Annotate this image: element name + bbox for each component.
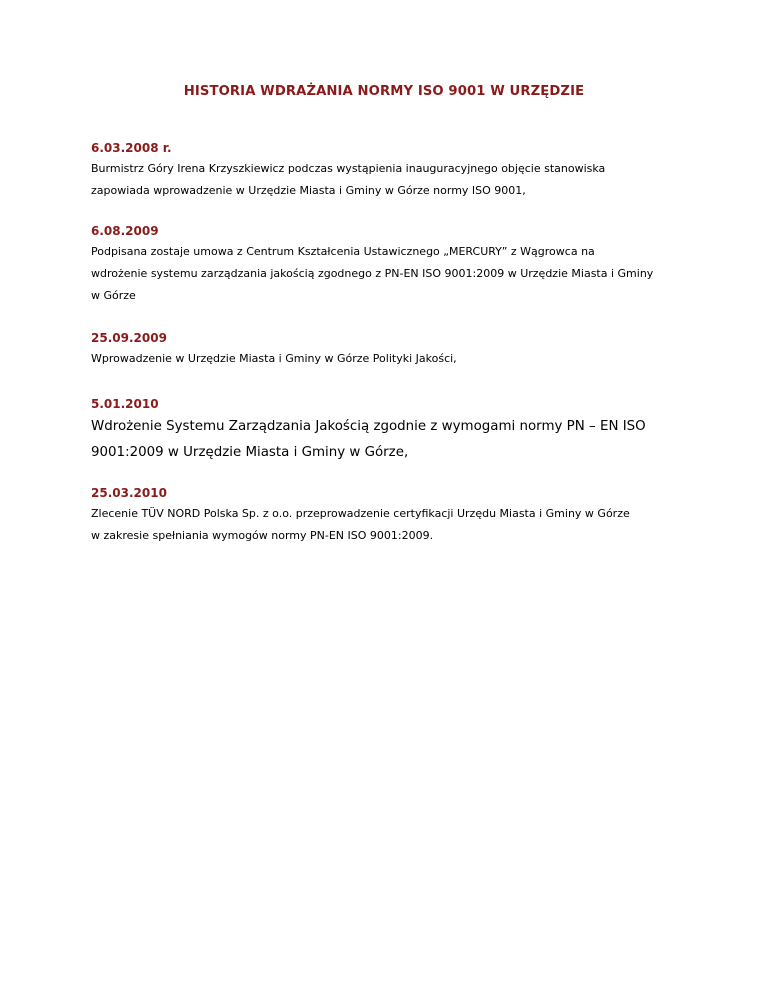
entry-date: 6.03.2008 r. [91, 141, 172, 155]
entry-date: 5.01.2010 [91, 397, 159, 411]
entry-text-line: zapowiada wprowadzenie w Urzędzie Miasta i Gminy w Górze normy ISO 9001, [91, 184, 526, 197]
entry-text-line: Wprowadzenie w Urzędzie Miasta i Gminy w Górze Polityki Jakości, [91, 352, 457, 365]
history-entry [91, 396, 691, 466]
entry-text-line: w zakresie spełniania wymogów normy PN-EN ISO 9001:2009. [91, 529, 434, 542]
entry-date: 6.08.2009 [91, 224, 159, 238]
history-entry [91, 485, 691, 547]
history-entry [91, 223, 691, 307]
history-entry [91, 140, 691, 202]
entry-text-line: wdrożenie systemu zarządzania jakością zgodnego z PN-EN ISO 9001:2009 w Urzędzie Miasta i Gminy [91, 267, 654, 280]
entry-text-line: w Górze [91, 289, 136, 302]
history-entry [91, 330, 691, 370]
entry-text-line: Burmistrz Góry Irena Krzyszkiewicz podczas wystąpienia inauguracyjnego objęcie stanowiska [91, 162, 606, 175]
entry-text-line: 9001:2009 w Urzędzie Miasta i Gminy w Górze, [91, 445, 409, 460]
entry-text-line: Zlecenie TÜV NORD Polska Sp. z o.o. przeprowadzenie certyfikacji Urzędu Miasta i Gminy w Górze [91, 507, 630, 520]
entry-text-line: Podpisana zostaje umowa z Centrum Kształcenia Ustawicznego „MERCURY” z Wągrowca na [91, 245, 595, 258]
entry-date: 25.09.2009 [91, 331, 167, 345]
document-title: HISTORIA WDRAŻANIA NORMY ISO 9001 W URZĘDZIE [183, 84, 585, 99]
entry-text-line: Wdrożenie Systemu Zarządzania Jakością zgodnie z wymogami normy PN – EN ISO [91, 419, 646, 434]
entry-date: 25.03.2010 [91, 486, 167, 500]
